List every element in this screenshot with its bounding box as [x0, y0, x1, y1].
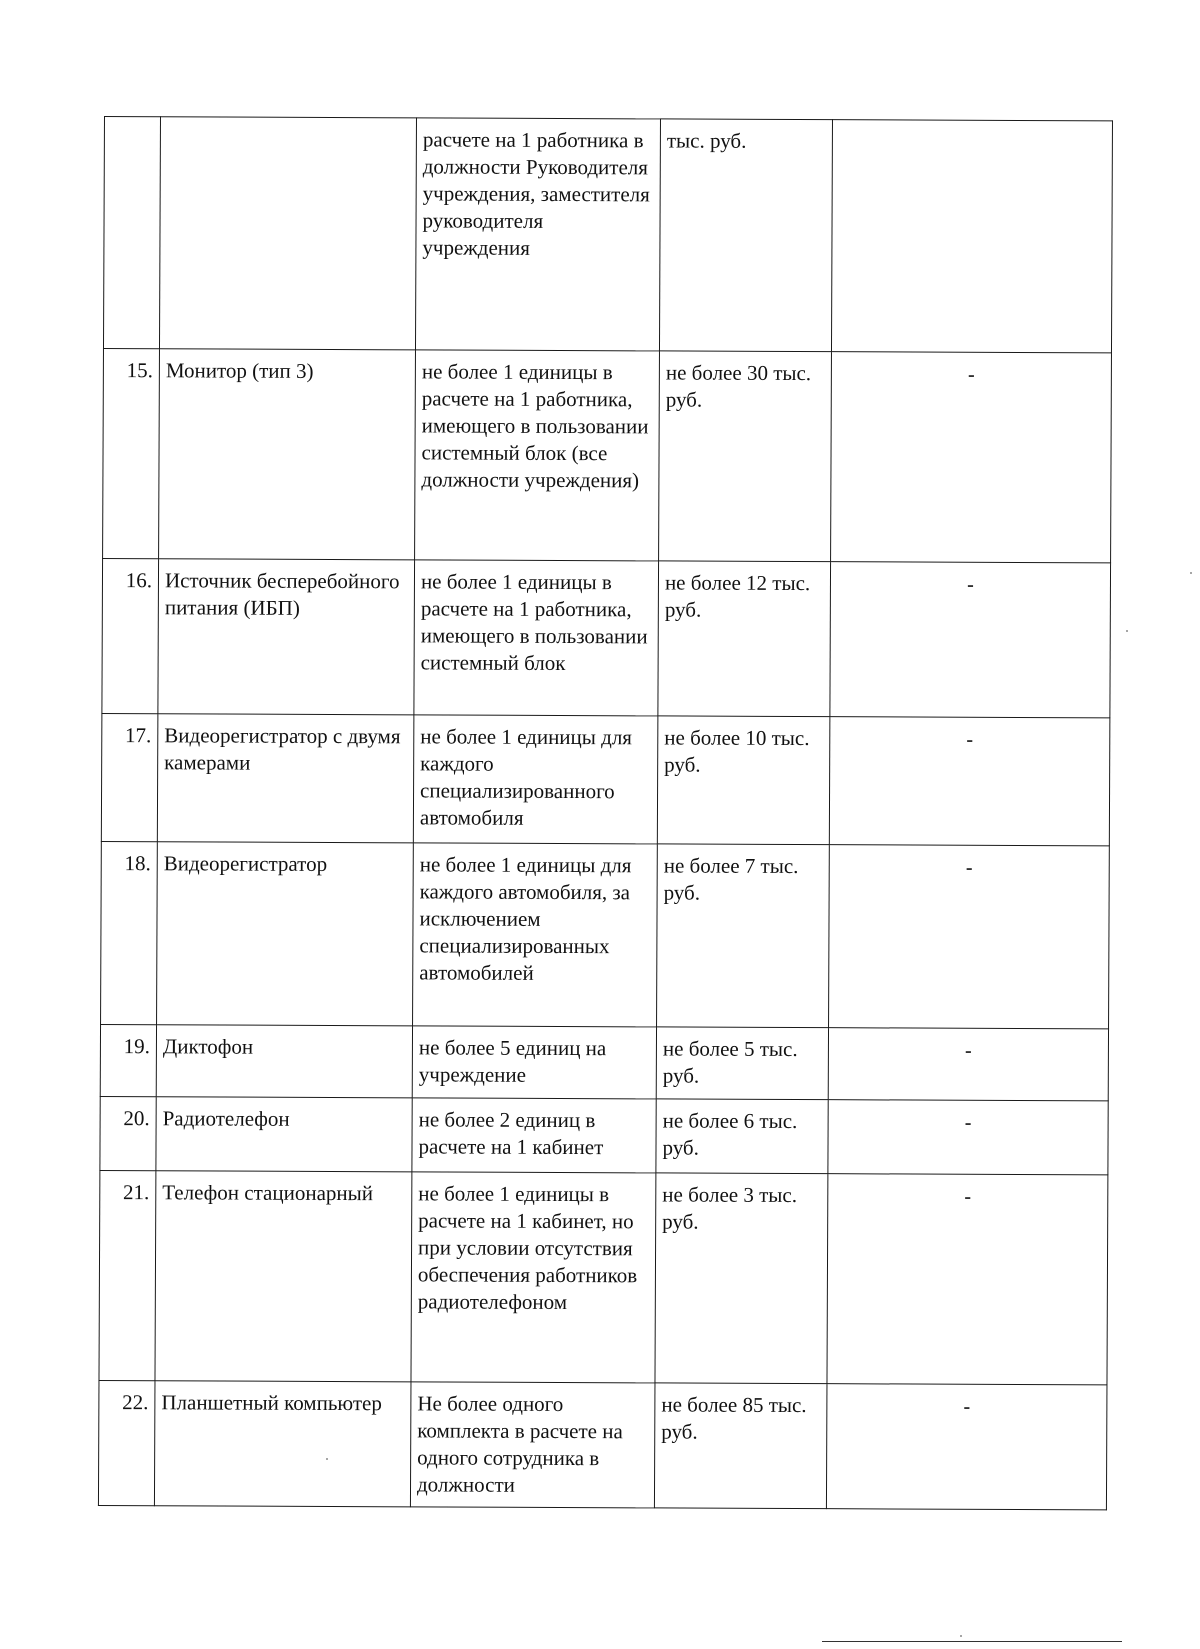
bottom-rule — [822, 1641, 1122, 1642]
item-note: - — [967, 363, 975, 386]
item-price: не более 3 тыс. руб. — [655, 1173, 828, 1384]
table-row — [103, 117, 1112, 353]
row-number: 16. — [102, 558, 159, 713]
scan-speck — [960, 1635, 962, 1637]
item-norm: не более 1 единицы для каждого специализированного автомобиля — [413, 715, 658, 844]
item-price: не более 12 тыс. руб. — [658, 561, 831, 717]
item-price: тыс. руб. — [659, 119, 832, 352]
item-norm: не более 1 единицы в расчете на 1 работника, имеющего в пользовании системный блок — [414, 560, 659, 716]
item-price: не более 30 тыс. руб. — [659, 351, 832, 562]
item-note: - — [964, 1111, 972, 1134]
item-note-cell — [831, 352, 1112, 563]
scan-speck — [1190, 572, 1192, 574]
item-note — [831, 120, 1112, 353]
row-number: 17. — [101, 713, 158, 841]
item-norm: не более 1 единицы в расчете на 1 кабинет, но при условии отсутствия обеспечения работников радиотелефоном — [411, 1172, 656, 1383]
item-note-cell — [828, 1028, 1108, 1101]
item-note: - — [964, 1185, 972, 1208]
table-row — [102, 558, 1111, 717]
item-note-cell — [829, 845, 1110, 1029]
row-number: 15. — [103, 348, 160, 558]
item-note-cell — [826, 1384, 1107, 1510]
row-number — [103, 117, 160, 349]
item-name: Видеорегистратор с двумя камерами — [157, 714, 414, 843]
row-number: 18. — [101, 841, 158, 1024]
item-price: не более 6 тыс. руб. — [656, 1099, 828, 1174]
item-norm: Не более одного комплекта в расчете на одного сотрудника в должности — [410, 1382, 655, 1508]
table-row — [98, 1380, 1107, 1509]
item-price: не более 7 тыс. руб. — [657, 844, 830, 1028]
item-price: не более 5 тыс. руб. — [656, 1027, 828, 1100]
table-row — [101, 841, 1110, 1028]
item-name: Видеорегистратор — [157, 842, 414, 1026]
norms-table — [98, 116, 1113, 1510]
item-note-cell — [827, 1174, 1108, 1385]
item-norm: расчете на 1 работника в должности Руководителя учреждения, заместителя руководителя учреждения — [415, 118, 660, 351]
item-price: не более 85 тыс. руб. — [654, 1383, 827, 1509]
item-note: - — [967, 573, 974, 596]
row-number: 22. — [98, 1380, 155, 1505]
table-row — [101, 713, 1110, 845]
item-name: Планшетный компьютер — [154, 1381, 411, 1507]
item-price: не более 10 тыс. руб. — [657, 716, 830, 845]
item-norm: не более 2 единиц в расчете на 1 кабинет — [412, 1098, 656, 1173]
item-note: - — [966, 728, 974, 751]
item-name: Телефон стационарный — [155, 1171, 412, 1382]
row-number: 21. — [99, 1170, 156, 1380]
scan-speck — [1126, 630, 1128, 632]
item-norm: не более 5 единиц на учреждение — [412, 1026, 656, 1099]
item-norm: не более 1 единицы в расчете на 1 работника, имеющего в пользовании системный блок (все должности учреждения) — [415, 350, 660, 561]
item-note: - — [965, 1039, 972, 1062]
item-note-cell — [829, 717, 1110, 846]
item-norm: не более 1 единицы для каждого автомобиля, за исключением специализированных автомобилей — [413, 843, 658, 1027]
item-name: Радиотелефон — [156, 1097, 412, 1172]
scan-speck — [326, 1458, 328, 1460]
item-name: Источник бесперебойного питания (ИБП) — [158, 559, 415, 715]
item-name — [159, 117, 416, 350]
row-number: 19. — [100, 1024, 156, 1096]
item-name: Монитор (тип 3) — [159, 349, 416, 560]
table-row — [103, 348, 1112, 562]
table-row — [100, 1096, 1108, 1174]
row-number: 20. — [100, 1096, 156, 1170]
table-row — [100, 1024, 1108, 1100]
item-note-cell — [830, 562, 1111, 718]
item-note: - — [965, 856, 973, 879]
item-name: Диктофон — [156, 1025, 412, 1098]
table-row — [99, 1170, 1108, 1384]
item-note-cell — [828, 1100, 1108, 1175]
item-note: - — [963, 1395, 971, 1418]
norms-table-body — [98, 117, 1112, 1510]
